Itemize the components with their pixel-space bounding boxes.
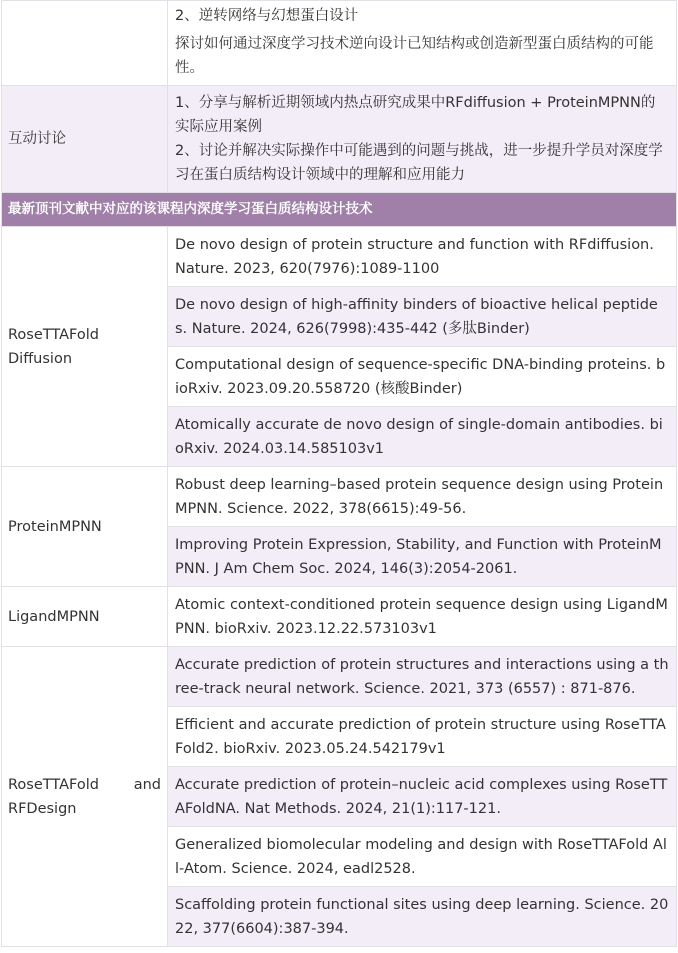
reference-cell bbox=[168, 347, 677, 407]
reference-text: Atomic context-conditioned protein sequence design using LigandMPNN. bioRxiv. 2023.12.22.573103v1 bbox=[175, 596, 668, 637]
reference-cell bbox=[168, 227, 677, 287]
reference-cell bbox=[168, 587, 677, 647]
section-header: 最新顶刊文献中对应的该课程内深度学习蛋白质结构设计技术 bbox=[2, 193, 677, 227]
table-row bbox=[2, 86, 677, 193]
table-row bbox=[2, 647, 677, 707]
section-description: 探讨如何通过深度学习技术逆向设计已知结构或创造新型蛋白质结构的可能性。 bbox=[175, 36, 654, 76]
group-label: RoseTTAFold and RFDesign bbox=[2, 647, 168, 947]
table-row bbox=[2, 587, 677, 647]
row-label: 互动讨论 bbox=[2, 86, 168, 193]
group-label: ProteinMPNN bbox=[2, 467, 168, 587]
reference-cell bbox=[168, 287, 677, 347]
discussion-item: 2、讨论并解决实际操作中可能遇到的问题与挑战，进一步提升学员对深度学习在蛋白质结构设计领域中的理解和应用能力 bbox=[175, 143, 663, 183]
reference-text: De novo design of protein structure and function with RFdiffusion. Nature. 2023, 620(7976):1089-1100 bbox=[175, 236, 654, 277]
reference-cell bbox=[168, 827, 677, 887]
table-row bbox=[2, 467, 677, 527]
section-subtitle: 2、逆转网络与幻想蛋白设计 bbox=[175, 8, 359, 24]
content-cell bbox=[168, 86, 677, 193]
table-row bbox=[2, 227, 677, 287]
table-row bbox=[2, 1, 677, 86]
reference-text: Generalized biomolecular modeling and design with RoseTTAFold All-Atom. Science. 2024, eadl2528. bbox=[175, 836, 667, 877]
reference-text: Computational design of sequence-specific DNA-binding proteins. bioRxiv. 2023.09.20.558720 (核酸Binder) bbox=[175, 356, 666, 397]
group-label: RoseTTAFold Diffusion bbox=[2, 227, 168, 467]
reference-text: Accurate prediction of protein structures and interactions using a three-track neural network. Science. 2021, 373 (6557) : 871-876. bbox=[175, 656, 669, 697]
reference-text: Improving Protein Expression, Stability, and Function with ProteinMPNN. J Am Chem Soc. 2024, 146(3):2054-2061. bbox=[175, 536, 662, 577]
empty-label-cell bbox=[2, 1, 168, 86]
reference-text: Robust deep learning–based protein sequence design using ProteinMPNN. Science. 2022, 378(6615):49-56. bbox=[175, 476, 664, 517]
reference-text: Efficient and accurate prediction of protein structure using RoseTTAFold2. bioRxiv. 2023.05.24.542179v1 bbox=[175, 716, 666, 757]
reference-cell bbox=[168, 407, 677, 467]
reference-text: De novo design of high-affinity binders of bioactive helical peptides. Nature. 2024, 626(7998):435-442 (多肽Binder) bbox=[175, 296, 658, 337]
reference-text: Scaffolding protein functional sites using deep learning. Science. 2022, 377(6604):387-394. bbox=[175, 896, 669, 937]
reference-cell bbox=[168, 707, 677, 767]
reference-text: Atomically accurate de novo design of single-domain antibodies. bioRxiv. 2024.03.14.585103v1 bbox=[175, 416, 663, 457]
reference-cell bbox=[168, 887, 677, 947]
reference-cell bbox=[168, 467, 677, 527]
reference-cell bbox=[168, 767, 677, 827]
discussion-item: 1、分享与解析近期领域内热点研究成果中RFdiffusion + ProteinMPNN的实际应用案例 bbox=[175, 95, 656, 135]
reference-cell bbox=[168, 527, 677, 587]
reference-cell bbox=[168, 647, 677, 707]
course-table bbox=[1, 0, 677, 947]
group-label: LigandMPNN bbox=[2, 587, 168, 647]
table-row bbox=[2, 193, 677, 227]
content-cell bbox=[168, 1, 677, 86]
reference-text: Accurate prediction of protein–nucleic acid complexes using RoseTTAFoldNA. Nat Methods. 2024, 21(1):117-121. bbox=[175, 776, 668, 817]
